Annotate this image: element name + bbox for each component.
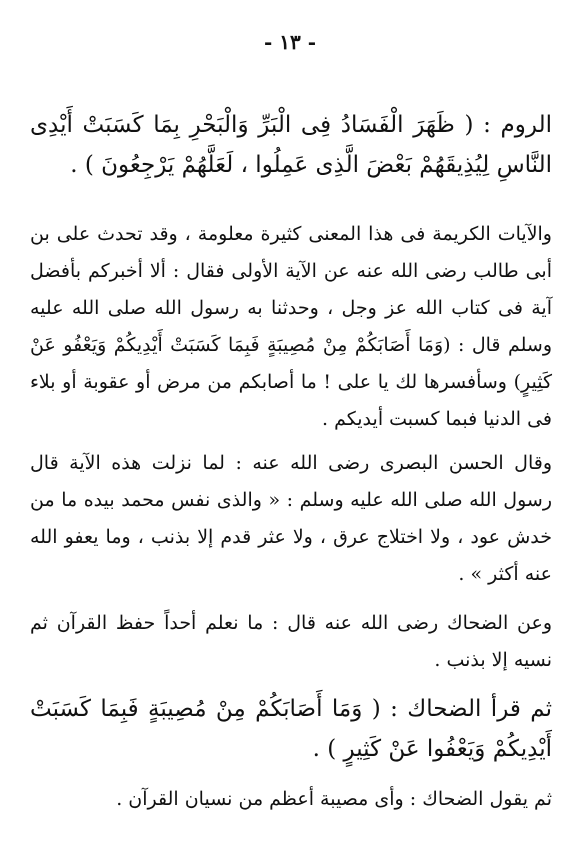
ali-commentary-paragraph: والآيات الكريمة فى هذا المعنى كثيرة معلومة ، وقد تحدث على بن أبى طالب رضى الله عنه عن الآية الأولى فقال : ألا أخبركم بأفضل آية فى كتاب الله عز وجل ، وحدثنا به رسول الله صلى الله عليه وسلم قال : (وَمَا أَصَابَكُمْ مِنْ مُصِيبَةٍ فَبِمَا كَسَبَتْ أَيْدِيكُمْ وَيَعْفُو عَنْ كَثِيرٍ) وسأفسرها لك يا على ! ما أصابكم من مرض أو عقوبة أو بلاء فى الدنيا فبما كسبت أيديكم . bbox=[30, 223, 552, 430]
quran-verse-paragraph: الروم : ( ظَهَرَ الْفَسَادُ فِى الْبَرِّ وَالْبَحْرِ بِمَا كَسَبَتْ أَيْدِى النَّاسِ لِيُذِيقَهُمْ بَعْضَ الَّذِى عَمِلُوا ، لَعَلَّهُمْ يَرْجِعُونَ ) . bbox=[30, 112, 552, 178]
dahhak-closing-paragraph: ثم يقول الضحاك : وأى مصيبة أعظم من نسيان القرآن . bbox=[116, 788, 552, 810]
dahhak-verse-paragraph: ثم قرأ الضحاك : ( وَمَا أَصَابَكُمْ مِنْ مُصِيبَةٍ فَبِمَا كَسَبَتْ أَيْدِيكُمْ وَيَعْفُوا عَنْ كَثِيرٍ ) . bbox=[30, 696, 552, 762]
hasan-basri-paragraph: وقال الحسن البصرى رضى الله عنه : لما نزلت هذه الآية قال رسول الله صلى الله عليه وسلم : « والذى نفس محمد بيده ما من خدش عود ، ولا اختلاج عرق ، ولا عثر قدم إلا بذنب ، وما يعفو الله عنه أكثر » . bbox=[30, 452, 552, 585]
dahhak-paragraph: وعن الضحاك رضى الله عنه قال : ما نعلم أحداً حفظ القرآن ثم نسيه إلا بذنب . bbox=[30, 612, 552, 671]
page-number: - ١٣ - bbox=[263, 30, 316, 54]
